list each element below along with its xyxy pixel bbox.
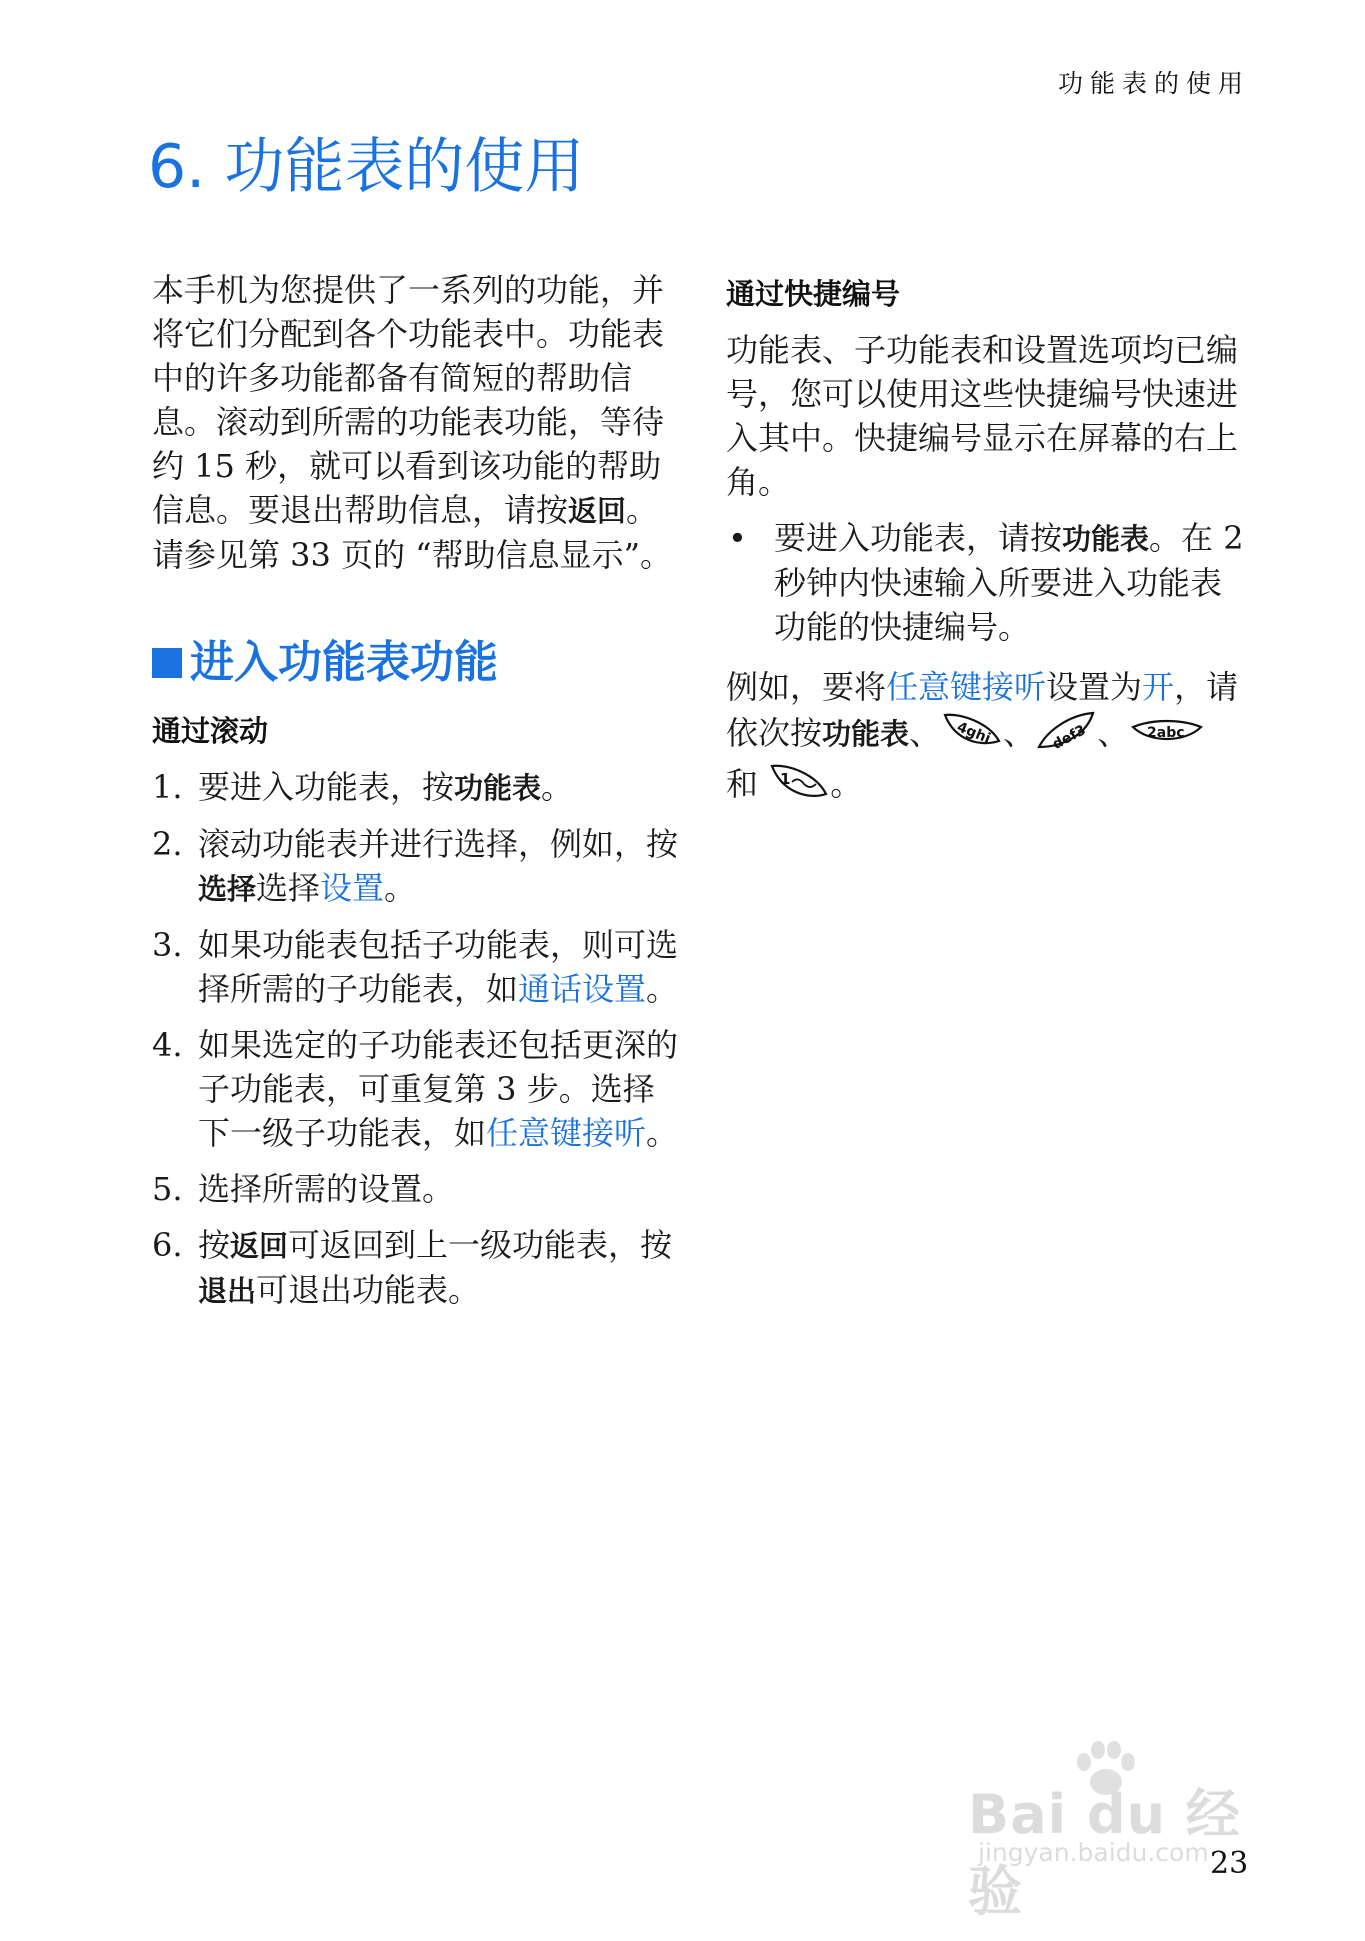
shortcut-heading: 通过快捷编号: [726, 277, 901, 311]
svg-text:2abc: 2abc: [1147, 724, 1185, 741]
intro-paragraph: 本手机为您提供了一系列的功能，并将它们分配到各个功能表中。功能表中的许多功能都备有简短的帮助信息。滚动到所需的功能表功能，等待约 15 秒，就可以看到该功能的帮助信息。要退出帮助信息，请按返回。请参见第 33 页的 “帮助信息显示”。: [152, 271, 672, 574]
key-1-icon: [768, 762, 830, 811]
list-item: 4. 如果选定的子功能表还包括更深的子功能表，可重复第 3 步。选择下一级子功能表，如任意键接听。: [152, 1026, 679, 1152]
right-column: [726, 268, 1246, 811]
on-option-link: 开: [1142, 668, 1175, 706]
chapter-title: 6. 功能表的使用: [148, 132, 585, 202]
section-bullet-square: [152, 648, 182, 678]
svg-text:4ghi: 4ghi: [954, 719, 993, 748]
exit-key-label: 退出: [198, 1274, 257, 1308]
menu-key-label: 功能表: [822, 717, 910, 751]
watermark-url: jingyan.baidu.com: [978, 1838, 1209, 1867]
running-header: 功能表的使用: [1057, 69, 1250, 98]
list-item: • 要进入功能表，请按功能表。在 2 秒钟内快速输入所要进入功能表功能的快捷编号。: [728, 519, 1244, 646]
shortcut-bullets: [726, 516, 1246, 649]
call-settings-link: 通话设置: [518, 970, 647, 1008]
scroll-steps-list: [152, 765, 682, 1313]
list-item: 1. 要进入功能表，按功能表。: [152, 768, 574, 806]
svg-text:1: 1: [780, 770, 791, 788]
back-key-label: 返回: [230, 1229, 289, 1263]
scroll-heading: 通过滚动: [152, 714, 269, 748]
list-item: 2. 滚动功能表并进行选择，例如，按选择选择设置。: [152, 825, 679, 907]
key-3-icon: [1035, 709, 1097, 762]
anykey-answer-link: 任意键接听: [486, 1114, 647, 1152]
key-2-icon: [1129, 714, 1205, 758]
anykey-answer-link: 任意键接听: [886, 668, 1047, 706]
section-title: 进入功能表功能: [152, 635, 682, 691]
key-4-icon: [941, 711, 1003, 760]
list-item: 6. 按返回可返回到上一级功能表，按退出可退出功能表。: [152, 1226, 673, 1309]
back-key-label: 返回: [568, 494, 627, 528]
menu-key-label: 功能表: [454, 771, 542, 805]
left-column: [152, 268, 682, 1325]
shortcut-paragraph: 功能表、子功能表和设置选项均已编号，您可以使用这些快捷编号快速进入其中。快捷编号显示在屏幕的右上角。: [726, 331, 1239, 501]
settings-link: 设置: [320, 869, 385, 907]
list-item: 5. 选择所需的设置。: [152, 1170, 455, 1208]
menu-key-label: 功能表: [1062, 522, 1150, 556]
svg-text:def3: def3: [1049, 722, 1089, 751]
example-paragraph: 例如，要将任意键接听设置为开，请依次按功能表、 4ghi 、 def3 、 2abc 和 1 。: [726, 665, 1246, 811]
page-number: 23: [1210, 1846, 1249, 1881]
list-item: 3. 如果功能表包括子功能表，则可选择所需的子功能表，如通话设置。: [152, 926, 679, 1008]
select-key-label: 选择: [198, 872, 257, 906]
watermark-logo-text: Bai du 经验: [968, 1783, 1241, 1923]
